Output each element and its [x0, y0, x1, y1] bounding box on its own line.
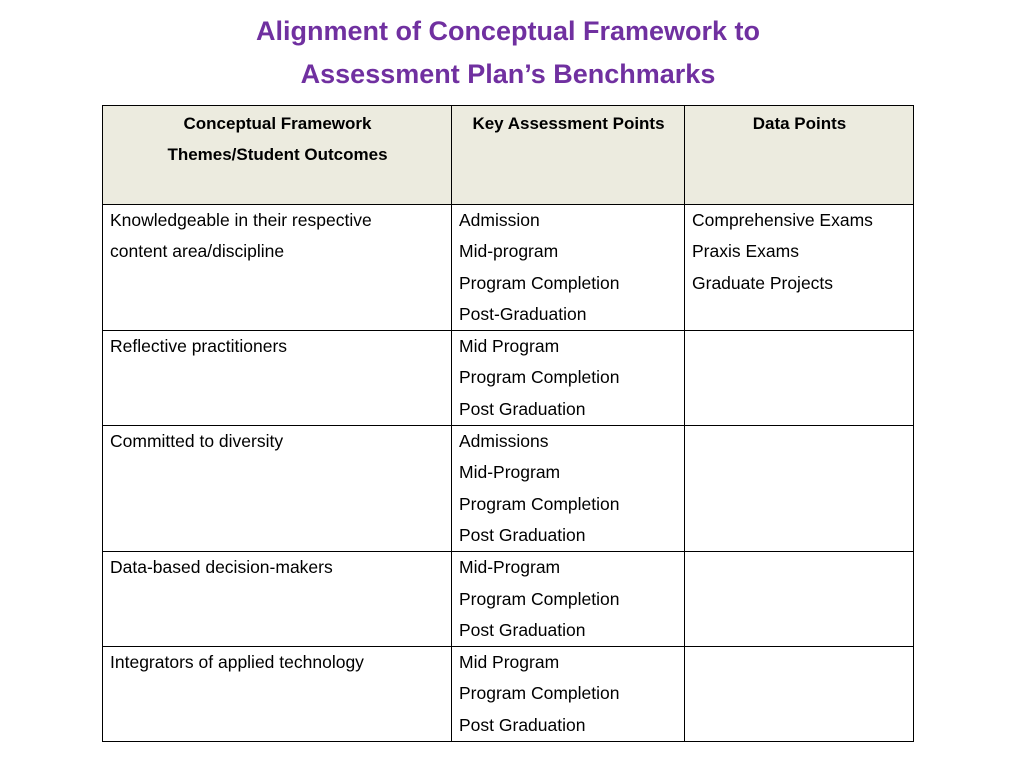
table-row	[103, 205, 914, 331]
data-points-cell	[685, 552, 914, 647]
table-row	[103, 647, 914, 742]
key-points-cell	[452, 647, 685, 742]
theme-cell	[103, 552, 452, 647]
key-point: Post Graduation	[459, 714, 586, 735]
table-header	[103, 106, 914, 205]
header-line: Themes/Student Outcomes	[167, 145, 388, 165]
theme-text: content area/discipline	[110, 241, 285, 262]
key-points-cell	[452, 552, 685, 647]
key-point: Post Graduation	[459, 398, 586, 419]
key-points-cell	[452, 426, 685, 552]
header-line: Conceptual Framework	[183, 114, 372, 133]
header-line: Key Assessment Points	[472, 114, 665, 133]
key-point: Post Graduation	[459, 524, 586, 545]
theme-cell	[103, 331, 452, 426]
key-point: Mid-Program	[459, 557, 561, 578]
theme-text: Knowledgeable in their respective	[110, 210, 372, 230]
theme-cell	[103, 205, 452, 331]
key-point: Mid-Program	[459, 462, 561, 483]
theme-text: Committed to diversity	[110, 431, 284, 452]
column-header-key-assessment-points	[452, 106, 685, 205]
table-row	[103, 426, 914, 552]
key-point: Program Completion	[459, 272, 620, 293]
key-point: Mid Program	[459, 336, 560, 357]
data-points-cell	[685, 205, 914, 331]
column-header-data-points	[685, 106, 914, 205]
table-row	[103, 552, 914, 647]
table-row	[103, 331, 914, 426]
framework-alignment-table	[102, 105, 914, 742]
key-point: Program Completion	[459, 683, 620, 704]
data-point: Praxis Exams	[692, 241, 799, 262]
theme-cell	[103, 647, 452, 742]
column-header-themes	[103, 106, 452, 205]
table-header-row	[103, 106, 914, 205]
key-point: Admission	[459, 210, 540, 230]
data-point: Graduate Projects	[692, 272, 834, 293]
slide-title-line-1: Alignment of Conceptual Framework to	[255, 16, 761, 46]
data-points-cell	[685, 426, 914, 552]
theme-text: Reflective practitioners	[110, 336, 288, 357]
theme-text: Data-based decision-makers	[110, 557, 333, 578]
key-point: Program Completion	[459, 367, 620, 388]
data-point: Comprehensive Exams	[692, 210, 873, 230]
key-points-cell	[452, 331, 685, 426]
theme-cell	[103, 426, 452, 552]
theme-text: Integrators of applied technology	[110, 652, 364, 673]
data-points-cell	[685, 647, 914, 742]
header-line: Data Points	[752, 114, 847, 133]
key-points-cell	[452, 205, 685, 331]
slide-title-line-2: Assessment Plan’s Benchmarks	[300, 59, 716, 89]
key-point: Mid-program	[459, 241, 559, 262]
key-point: Program Completion	[459, 588, 620, 609]
key-point: Program Completion	[459, 493, 620, 514]
key-point: Post-Graduation	[459, 303, 587, 324]
key-point: Mid Program	[459, 652, 560, 673]
data-points-cell	[685, 331, 914, 426]
slide-title	[0, 10, 1016, 96]
key-point: Post Graduation	[459, 619, 586, 640]
key-point: Admissions	[459, 431, 549, 452]
